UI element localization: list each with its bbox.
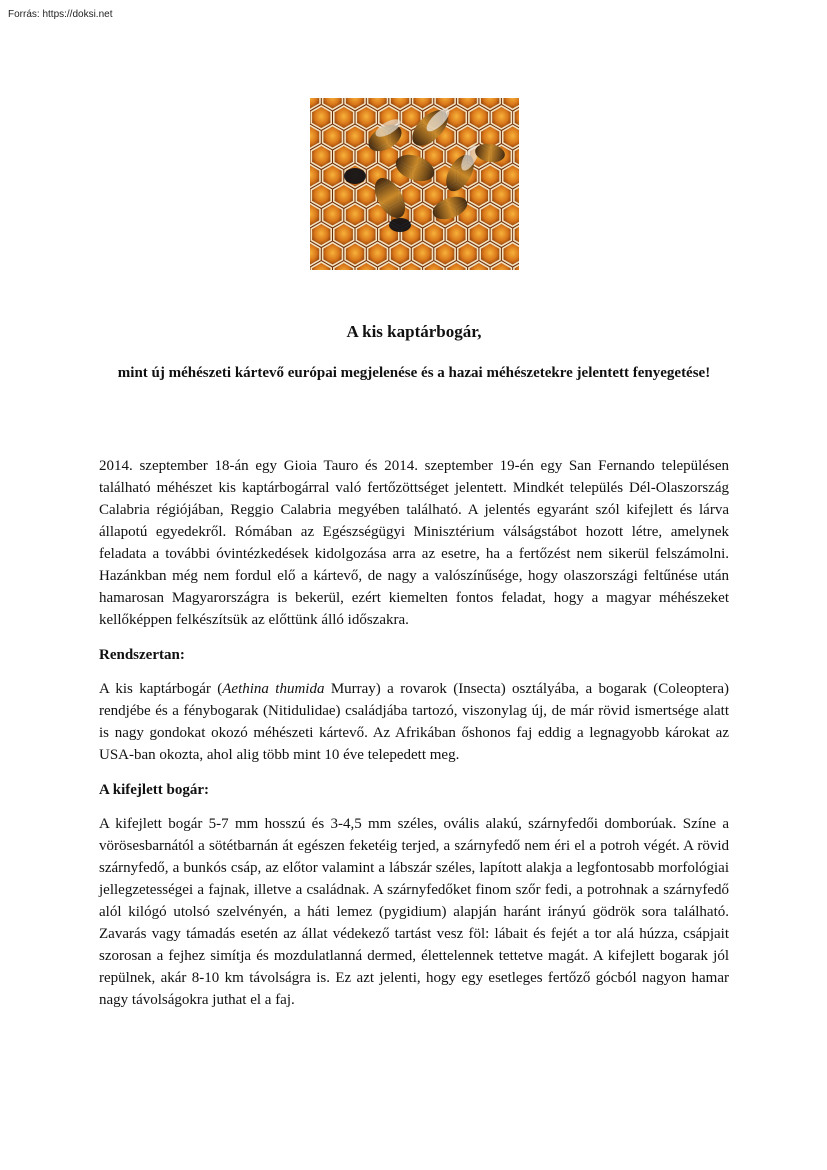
honeycomb-cell	[458, 243, 478, 266]
honeycomb-cell	[503, 126, 519, 149]
honeycomb-cell	[311, 106, 331, 129]
honeycomb-cell	[480, 243, 500, 266]
honeycomb-cell	[446, 223, 466, 246]
intro-paragraph: 2014. szeptember 18-án egy Gioia Tauro és 2014. szeptember 19-én egy San Fernando településen található méhészet kis kaptárbogárral való fertőzöttséget jelentett. Mindkét település Dél-Olaszország Calabria régiójában, Reggio Calabria megyében található. A jelentés egyaránt szól kifejlett és lárva állapotú egyedekről. Rómában az Egészségügyi Minisztérium válságstábot hozott létre, amelynek feladata a további óvintézkedések kidolgozása arra az esetre, ha a fertőzést nem sikerül felszámolni. Hazánkban még nem fordul elő a kártevő, de nagy a valószínűsége, hogy olaszországi feltűnése után hamarosan Magyarországra is bekerül, ezért kiemelten fontos feladat, hogy a magyar méhészeket kellőképpen felkészítsük az előttünk álló időszakra.	[99, 458, 729, 628]
honeycomb-cell	[356, 184, 376, 207]
honeycomb-cell	[345, 204, 365, 227]
honeycomb-cell	[458, 126, 478, 149]
honeycomb-cell	[311, 184, 331, 207]
honeycomb-cell	[503, 243, 519, 266]
honeycomb-cell	[311, 145, 331, 168]
taxonomy-paragraph	[99, 678, 729, 766]
honeycomb-cell	[345, 243, 365, 266]
honeycomb-cell	[356, 106, 376, 129]
honeycomb-cell	[491, 223, 511, 246]
honeycomb-cell	[323, 204, 343, 227]
honeycomb-cell	[503, 165, 519, 188]
honeycomb-cell	[323, 165, 343, 188]
honeycomb-cell	[503, 204, 519, 227]
document-title: A kis kaptárbogár,	[346, 322, 482, 341]
honeycomb-cell	[469, 223, 489, 246]
honeycomb-cell	[334, 145, 354, 168]
honeycomb-cell	[446, 106, 466, 129]
honeycomb-cell	[323, 126, 343, 149]
honeycomb-cell	[480, 204, 500, 227]
document-subtitle: mint új méhészeti kártevő európai megjelenése és a hazai méhészetekre jelentett fenyegetése!	[117, 365, 711, 381]
honeycomb-cell	[469, 106, 489, 129]
honeycomb-cell	[311, 223, 331, 246]
honeycomb-cell	[323, 243, 343, 266]
honeycomb-cell	[356, 223, 376, 246]
honeycomb-bees-image	[310, 98, 519, 270]
honeycomb-cell	[491, 106, 511, 129]
section-heading-taxonomy: Rendszertan:	[99, 647, 185, 663]
source-label: Forrás: https://doksi.net	[8, 9, 113, 20]
honeycomb-cell	[390, 243, 410, 266]
honeycomb-cell	[469, 184, 489, 207]
honeycomb-cell	[491, 184, 511, 207]
honeycomb-cell	[334, 223, 354, 246]
honeycomb-cell	[413, 243, 433, 266]
honeycomb-cell	[424, 223, 444, 246]
species-name: Aethina thumida	[222, 681, 325, 697]
honeycomb-cell	[334, 106, 354, 129]
honeycomb-cell	[368, 243, 388, 266]
section-heading-adult-beetle: A kifejlett bogár:	[99, 782, 209, 798]
honeycomb-cell	[334, 184, 354, 207]
honeycomb-cell	[480, 165, 500, 188]
article-body	[99, 455, 729, 1011]
adult-beetle-paragraph: A kifejlett bogár 5-7 mm hosszú és 3-4,5 mm széles, ovális alakú, szárnyfedői domborúak. Színe a vörösesbarnától a sötétbarnán át egészen feketéig terjed, a szárnyfedő nem éri el a potroh végét. A rövid szárnyfedő, a bunkós csáp, az előtor valamint a lábszár széles, lapított alakja a legfontosabb morfológiai jellegzetességei a fajnak, illetve a családnak. A szárnyfedőket finom szőr fedi, a potrohnak a szárnyfedő alól kilógó utolsó szelvényén, a háti lemez (pygidium) alapján haránt irányú gödrök sora található. Zavarás vagy támadás esetén az állat védekező tartást vesz föl: lábait és fejét a tor alá húzza, csápjait szorosan a fejhez simítja és mozdulatlanná dermed, élettelennek tettetve magát. A kifejlett bogarak jól repülnek, akár 8-10 km távolságra is. Ez azt jelenti, hogy egy esetleges fertőző gócból nagyon hamar nagy távolságokra juthat el a faj.	[99, 816, 729, 1008]
honeycomb-cell	[413, 204, 433, 227]
honeycomb-cell	[435, 243, 455, 266]
honeycomb-cell	[345, 126, 365, 149]
taxonomy-text-start: A kis kaptárbogár (	[99, 681, 223, 697]
taxonomy-text-end: Murray) a rovarok (Insecta) osztályába, a bogarak (Coleoptera) rendjébe és a fénybogarak (Nitidulidae) családjába tartozó, viszonylag új, de már rövid ismertsége alatt is nagy gondokat okozó méhészeti kártevő. Az Afrikában őshonos faj eddig a legnagyobb károkat az USA-ban okozta, ahol alig több mint 10 éve telepedett meg.	[99, 681, 729, 763]
